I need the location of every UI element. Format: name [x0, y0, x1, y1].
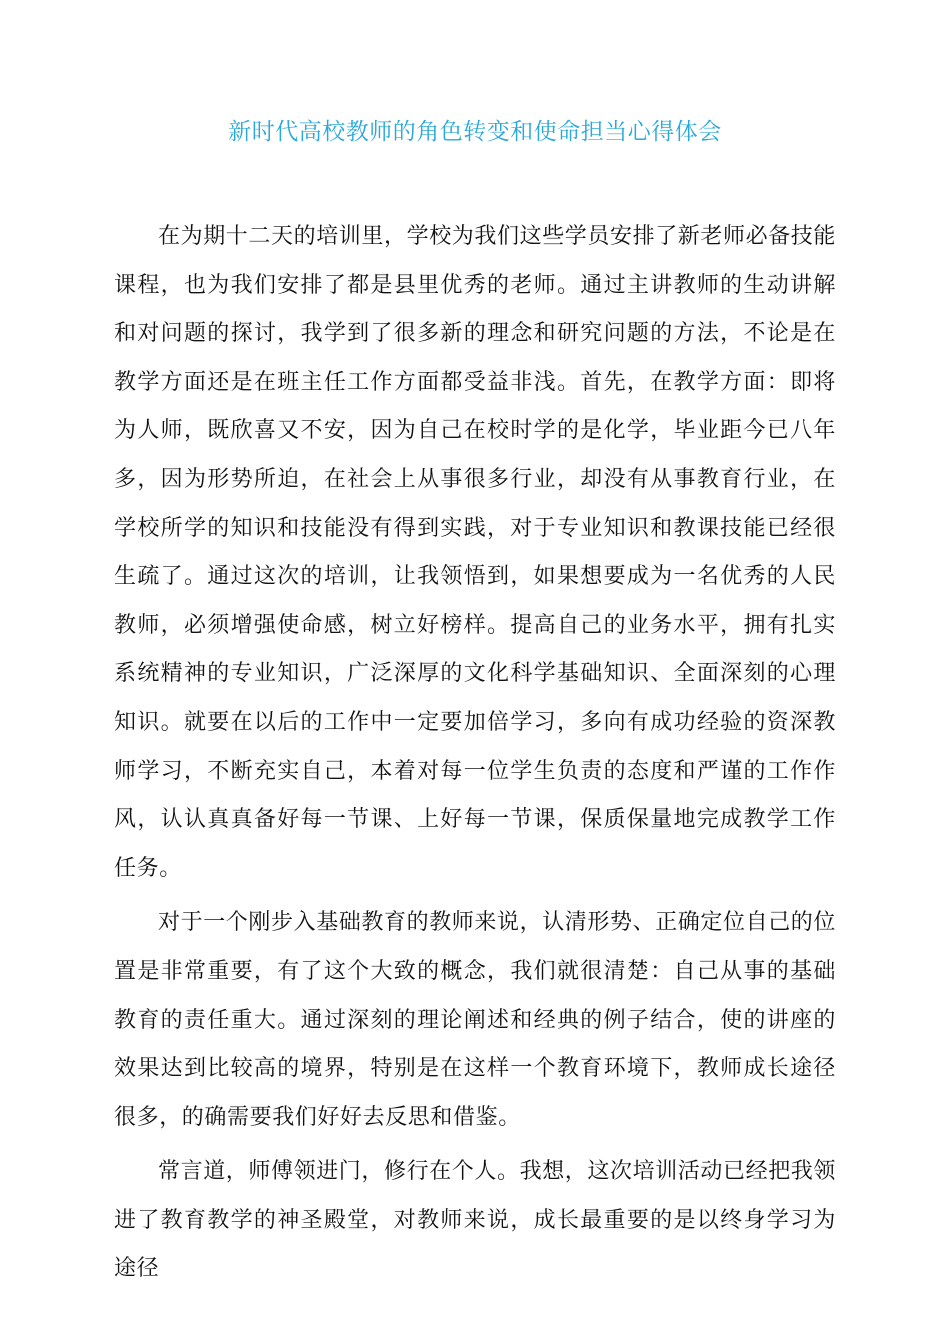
document-body: [114, 213, 836, 1300]
document-title: 新时代高校教师的角色转变和使命担当心得体会: [228, 119, 722, 145]
paragraph-3: 常言道，师傅领进门，修行在个人。我想，这次培训活动已经把我领进了教育教学的神圣殿堂，对教师来说，成长最重要的是以终身学习为途径: [114, 1159, 837, 1282]
paragraph-1: 在为期十二天的培训里，学校为我们这些学员安排了新老师必备技能课程，也为我们安排了都是县里优秀的老师。通过主讲教师的生动讲解和对问题的探讨，我学到了很多新的理念和研究问题的方法，不论是在教学方面还是在班主任工作方面都受益非浅。首先，在教学方面：即将为人师，既欣喜又不安，因为自己在校时学的是化学，毕业距今已八年多，因为形势所迫，在社会上从事很多行业，却没有从事教育行业，在学校所学的知识和技能没有得到实践，对于专业知识和教课技能已经很生疏了。通过这次的培训，让我领悟到，如果想要成为一名优秀的人民教师，必须增强使命感，树立好榜样。提高自己的业务水平，拥有扎实系统精神的专业知识，广泛深厚的文化科学基础知识、全面深刻的心理知识。就要在以后的工作中一定要加倍学习，多向有成功经验的资深教师学习，不断充实自己，本着对每一位学生负责的态度和严谨的工作作风，认认真真备好每一节课、上好每一节课，保质保量地完成教学工作任务。: [114, 224, 837, 881]
paragraph-2: 对于一个刚步入基础教育的教师来说，认清形势、正确定位自己的位置是非常重要，有了这个大致的概念，我们就很清楚：自己从事的基础教育的责任重大。通过深刻的理论阐述和经典的例子结合，使的讲座的效果达到比较高的境界，特别是在这样一个教育环境下，教师成长途径很多，的确需要我们好好去反思和借鉴。: [114, 910, 837, 1130]
